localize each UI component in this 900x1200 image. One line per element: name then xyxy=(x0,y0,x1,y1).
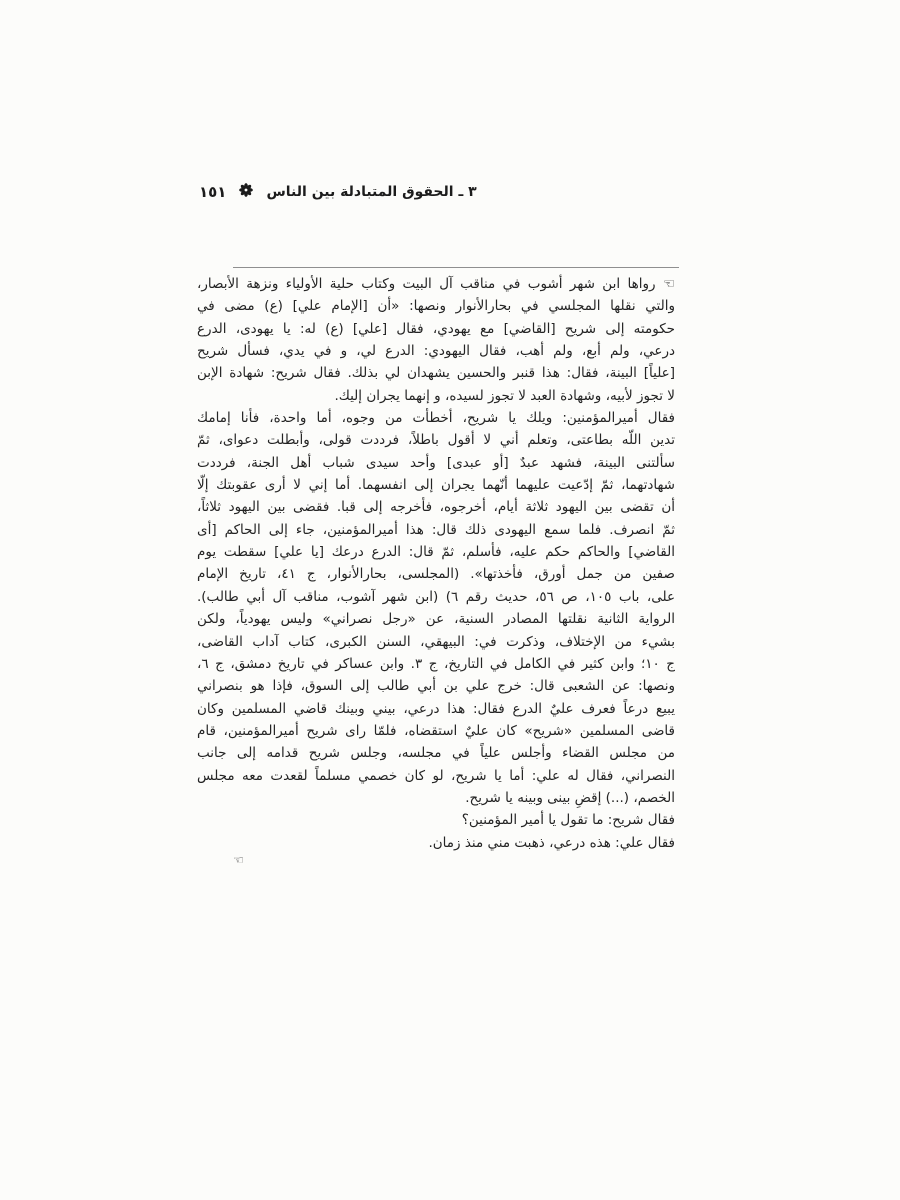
body-line: على، باب ١٠٥، ص ٥٦، حديث رقم ٦) (ابن شهر آشوب، مناقب آل أبي طالب). xyxy=(197,588,675,605)
body-line: لا تجوز لأبيه، وشهادة العبد لا تجوز لسيده، و إنهما يجران إليك. xyxy=(334,387,675,404)
body-line: والتي نقلها المجلسي في بحارالأنوار ونصها: «أن [الإمام علي] (ع) مضى في xyxy=(197,298,675,315)
flower-ornament-icon xyxy=(239,182,253,201)
body-line: حكومته إلى شريح [القاضي] مع يهودي، فقال [علي] (ع) له: يا يهودى، الدرع xyxy=(197,320,675,337)
header-divider-rule xyxy=(233,267,679,268)
body-line: القاضي] والحاكم حكم عليه، فأسلم، ثمّ قال: الدرع درعك [يا علي] سقطت يوم xyxy=(197,544,675,561)
body-line: ☜ رواها ابن شهر أشوب في مناقب آل البيت وكتاب حلية الأولياء ونزهة الأبصار، xyxy=(197,276,675,292)
running-header xyxy=(199,182,477,201)
body-line: سألتنى البينة، فشهد عبدٌ [أو عبدى] وأحد سيدى شباب أهل الجنة، فرددت xyxy=(197,454,675,471)
text-body xyxy=(197,273,675,854)
body-line: شهادتهما، ثمّ إدّعيت عليهما أنّهما يجران إلى انفسهما. أما إني لا أرى عقوبتك إلّا xyxy=(197,477,675,494)
body-line: يبيع درعاً فعرف عليٌ الدرع فقال: هذا درعي، بيني وبينك قاضي المسلمين وكان xyxy=(197,700,675,717)
body-line: ونصها: عن الشعبى قال: خرج علي بن أبي طالب إلى السوق، فإذا هو بنصراني xyxy=(197,678,675,695)
end-manicule-icon: ☜ xyxy=(233,853,244,867)
body-line: [علياً] البينة، فقال: هذا قنبر والحسين يشهدان لي بذلك. فقال شريح: شهادة الإبن xyxy=(197,365,675,382)
body-line: ج ١٠؛ وابن كثير في الكامل في التاريخ، ج ٣. وابن عساكر في تاريخ دمشق، ج ٦، xyxy=(197,655,675,672)
body-line: أن تقضى بين اليهود ثلاثة أيام، أخرجوه، فأخرجه إلى قبا. فقضى بين اليهود ثلاثاً، xyxy=(197,499,675,516)
body-line: الخصم، (...) إقضِ بينى وبينه يا شريح. xyxy=(465,789,675,806)
body-line: النصراني، فقال له علي: أما يا شريح، لو كان خصمي مسلماً لقعدت معه مجلس xyxy=(197,767,675,784)
body-line: فقال أميرالمؤمنين: ويلك يا شريح، أخطأت من وجوه، أما واحدة، فأنا إمامك xyxy=(197,410,675,427)
body-line: الرواية الثانية نقلتها المصادر السنية، عن «رجل نصراني» وليس يهودياً، ولكن xyxy=(197,611,675,628)
body-line: بشيء من الإختلاف، وذكرت في: البيهقي، السنن الكبرى، كتاب آداب القاضى، xyxy=(197,633,675,650)
body-line: فقال علي: هذه درعي، ذهبت مني منذ زمان. xyxy=(428,834,675,851)
body-line: درعي، ولم أبع، ولم أهب، فقال اليهودي: الدرع لي، و في يدي، فسأل شريح xyxy=(197,343,675,360)
body-line: من مجلس القضاء وأجلس علياً في مجلسه، وجلس شريح قدامه إلى جانب xyxy=(197,745,675,762)
body-line: قاضى المسلمين «شريح» كان عليٌ استقضاه، فلمّا راى شريح أميرالمؤمنين، قام xyxy=(197,722,675,739)
chapter-title: ٣ ـ الحقوق المتبادلة بين الناس xyxy=(266,183,477,200)
body-line: فقال شريح: ما تقول يا أمير المؤمنين؟ xyxy=(461,812,675,829)
body-line: تدين اللّه بطاعتى، وتعلم أني لا أقول باطلاً، فرددت قولى، وأبطلت دعواى، ثمّ xyxy=(197,432,675,449)
body-line: ثمّ انصرف. فلما سمع اليهودى ذلك قال: هذا أميرالمؤمنين، جاء إلى الحاكم [أى xyxy=(197,521,675,538)
page-number: ١٥١ xyxy=(199,182,227,201)
body-line: صفين من جمل أورق، فأخذتها». (المجلسى، بحارالأنوار، ج ٤١، تاريخ الإمام xyxy=(197,566,675,583)
